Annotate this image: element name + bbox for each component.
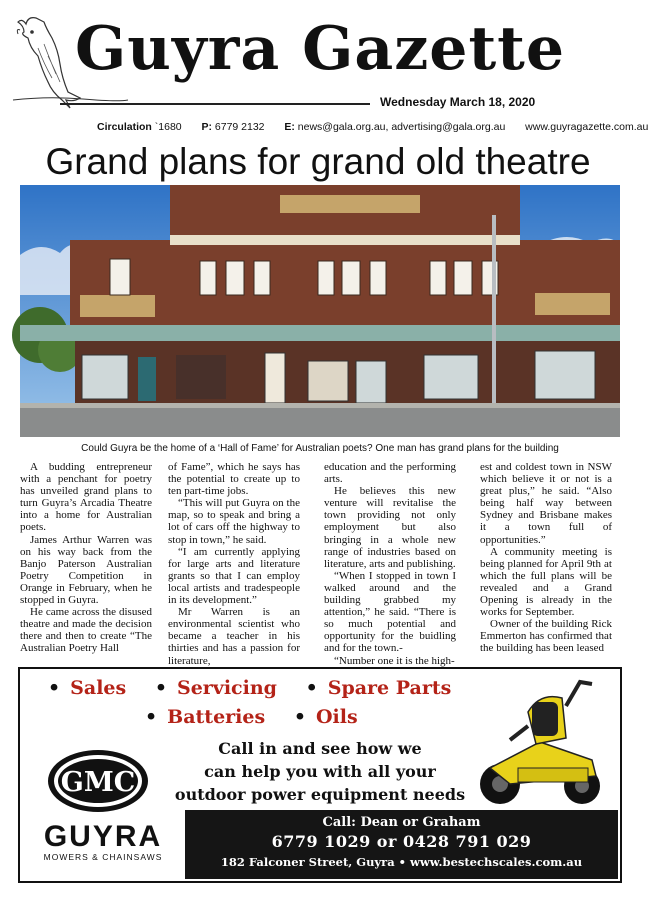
email-label: E:	[284, 121, 295, 133]
phone-value: 6779 2132	[214, 121, 265, 133]
circulation-value: `1680	[154, 121, 182, 133]
paragraph: “When I stopped in town I walked around and the building grabbed my attention,” he said. “There is so much potential and opportunity for the buidling and for the town.-	[324, 569, 456, 655]
circulation-label: Circulation	[97, 121, 152, 133]
article-headline: Grand plans for grand old theatre	[45, 141, 591, 182]
ride-on-mower-icon	[470, 672, 610, 808]
tagline-line: can help you with all your	[204, 762, 436, 781]
masthead-rule	[60, 103, 370, 105]
business-name: GUYRA	[43, 820, 163, 853]
gmc-logo-badge	[46, 748, 150, 814]
service-servicing: Servicing	[176, 677, 277, 699]
masthead-title: Guyra Gazette	[75, 14, 566, 84]
paragraph: He came across the disused theatre and made the decision there and then to create “The Australian Poetry Hall	[20, 606, 152, 655]
service-spare-parts: Spare Parts	[327, 677, 452, 699]
services-row-2: • Batteries • Oils	[145, 706, 358, 728]
website-link[interactable]: www.guyragazette.com.au	[525, 121, 648, 133]
service-oils: Oils	[315, 706, 358, 728]
paragraph: of Fame”, which he says has the potential to create up to ten part-time jobs.	[168, 461, 300, 498]
ad-tagline	[170, 737, 470, 806]
article-column-4	[480, 461, 612, 655]
info-bar	[97, 121, 648, 133]
address-web[interactable]: 182 Falconer Street, Guyra • www.bestechscales.com.au	[220, 855, 583, 869]
email-value[interactable]: news@gala.org.au, advertising@gala.org.au	[297, 121, 506, 133]
paragraph: est and coldest town in NSW which believe it or not is a great plus,” he said. “Also being half way between Sydney and Brisbane makes it a town full of opportunities.”	[480, 461, 612, 546]
service-sales: Sales	[70, 677, 127, 699]
article-column-1	[20, 461, 152, 655]
tagline-line: outdoor power equipment needs	[174, 785, 466, 804]
paragraph: A community meeting is being planned for April 9th at which the full plans will be revealed and a Grand Opening is already in the works for September.	[480, 545, 612, 619]
paragraph: He believes this new venture will revitalise the town providing not only employment but also bringing in a whole new range of industries based on literature, arts and publishing.	[324, 485, 456, 570]
services-row-1: • Sales • Servicing • Spare Parts	[48, 677, 452, 699]
phone-numbers[interactable]: 6779 1029 or 0428 791 029	[271, 832, 532, 851]
business-logo	[28, 822, 178, 862]
paragraph: education and the performing arts.	[324, 461, 456, 486]
tagline-line: Call in and see how we	[218, 739, 422, 758]
paragraph: “Number one it is the high-	[334, 654, 455, 667]
photo-caption: Could Guyra be the home of a ‘Hall of Fame’ for Australian poets? One man has grand plans for the building	[81, 443, 559, 454]
issue-date: Wednesday March 18, 2020	[380, 95, 536, 109]
paragraph: A budding entrepreneur with a penchant for poetry has unveiled grand plans to turn Guyra’s Arcadia Theatre into a home for Australian poets.	[20, 461, 152, 534]
paragraph: “I am currently applying for large arts and literature grants so that I can employ local artists and tradespeople in its development.”	[168, 545, 300, 607]
call-line: Call: Dean or Graham	[322, 815, 481, 830]
phone-label: P:	[201, 121, 212, 133]
business-sub: MOWERS & CHAINSAWS	[43, 852, 163, 862]
paragraph: Mr Warren is an environmental scientist who became a teacher in his thirties and has a passion for literature,	[168, 606, 300, 667]
paragraph: “This will put Guyra on the map, so to speak and bring a lot of cars off the highway to stop in town,” he said.	[168, 497, 300, 546]
service-batteries: Batteries	[167, 706, 266, 728]
paragraph: Owner of the building Rick Emmerton has confirmed that the building has been leased	[480, 618, 612, 655]
article-column-3	[324, 461, 456, 667]
logo-badge-text: GMC	[60, 767, 136, 798]
theatre-photo	[20, 185, 620, 437]
article-column-2	[168, 461, 300, 667]
paragraph: James Arthur Warren was on his way back from the Banjo Paterson Australian Poetry Competition in Orange in February, when he stopped in Guyra.	[20, 533, 152, 607]
contact-bar	[185, 810, 618, 879]
